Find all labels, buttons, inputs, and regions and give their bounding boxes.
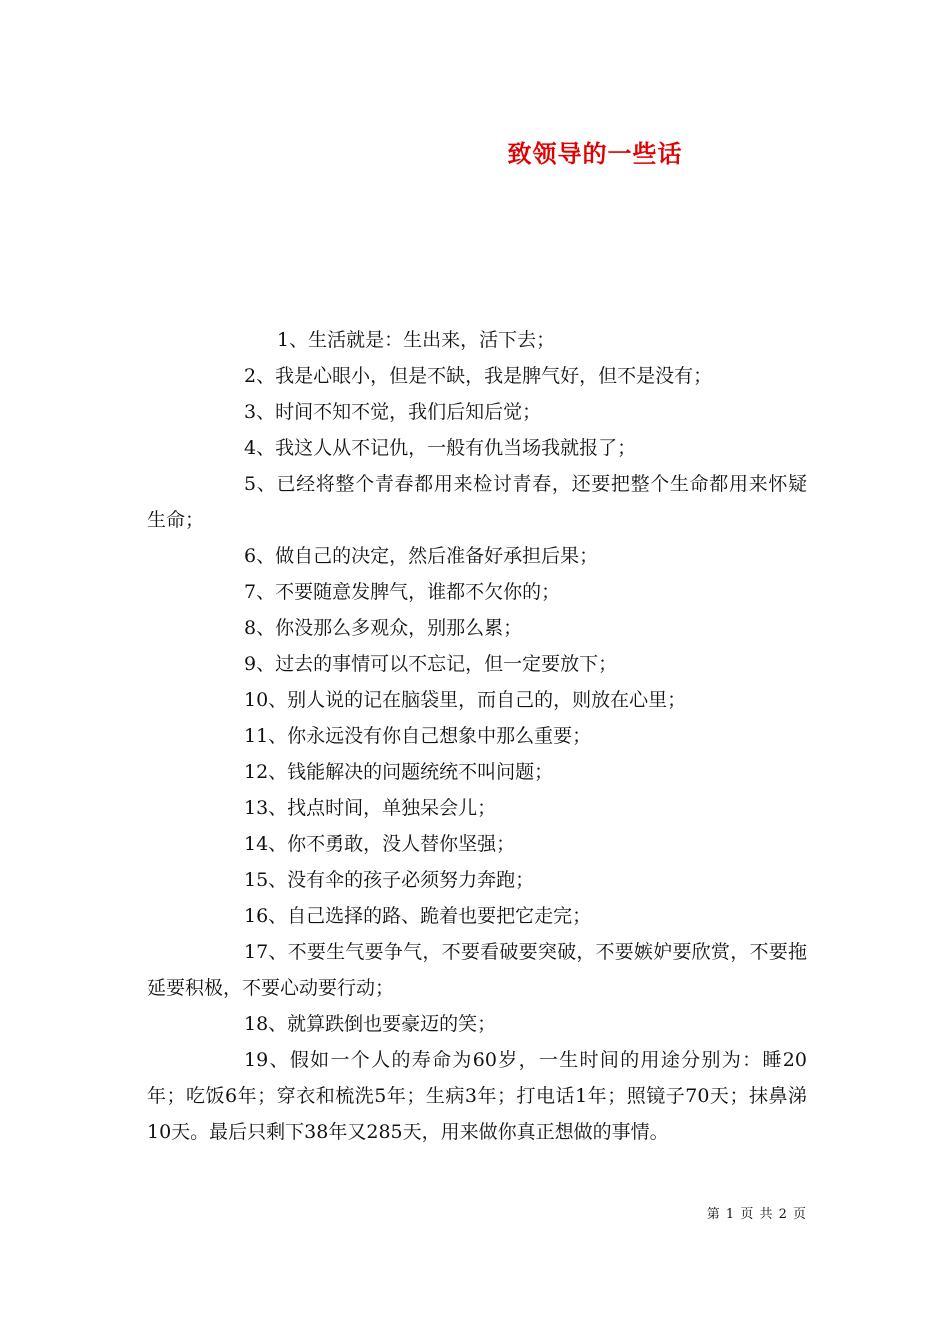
paragraph-3: 3、时间不知不觉，我们后知后觉； [244,401,542,423]
paragraph-19: 19、假如一个人的寿命为60岁，一生时间的用途分别为：睡20年；吃饭6年；穿衣和梳洗5年；生病3年；打电话1年；照镜子70天；抹鼻涕10天。最后只剩下38年又285天，用来做你真正想做的事情。 [147,1049,807,1143]
paragraph-1: 1、生活就是：生出来，活下去； [277,329,556,351]
paragraph-11: 11、你永远没有你自己想象中那么重要； [244,725,592,747]
paragraph-16: 16、自己选择的路、跪着也要把它走完； [244,905,592,927]
paragraph-17: 17、不要生气要争气，不要看破要突破，不要嫉妒要欣赏，不要拖延要积极，不要心动要行动； [147,941,807,999]
paragraph-18: 18、就算跌倒也要豪迈的笑； [244,1013,497,1035]
paragraph-13: 13、找点时间，单独呆会儿； [244,797,497,819]
paragraph-12: 12、钱能解决的问题统统不叫问题； [244,761,554,783]
paragraph-5: 5、已经将整个青春都用来检讨青春，还要把整个生命都用来怀疑生命； [147,473,807,531]
paragraph-8: 8、你没那么多观众，别那么累； [244,617,523,639]
document-title: 致领导的一些话 [507,139,683,168]
document-body [147,322,807,1150]
paragraph-15: 15、没有伞的孩子必须努力奔跑； [244,869,535,891]
paragraph-2: 2、我是心眼小，但是不缺，我是脾气好，但不是没有； [244,365,713,387]
paragraph-14: 14、你不勇敢，没人替你坚强； [244,833,516,855]
paragraph-10: 10、别人说的记在脑袋里，而自己的，则放在心里； [244,689,687,711]
paragraph-9: 9、过去的事情可以不忘记，但一定要放下； [244,653,618,675]
paragraph-4: 4、我这人从不记仇，一般有仇当场我就报了； [244,437,637,459]
page-number-footer: 第 1 页 共 2 页 [706,1207,807,1222]
paragraph-7: 7、不要随意发脾气，谁都不欠你的； [244,581,561,603]
paragraph-6: 6、做自己的决定，然后准备好承担后果； [244,545,599,567]
